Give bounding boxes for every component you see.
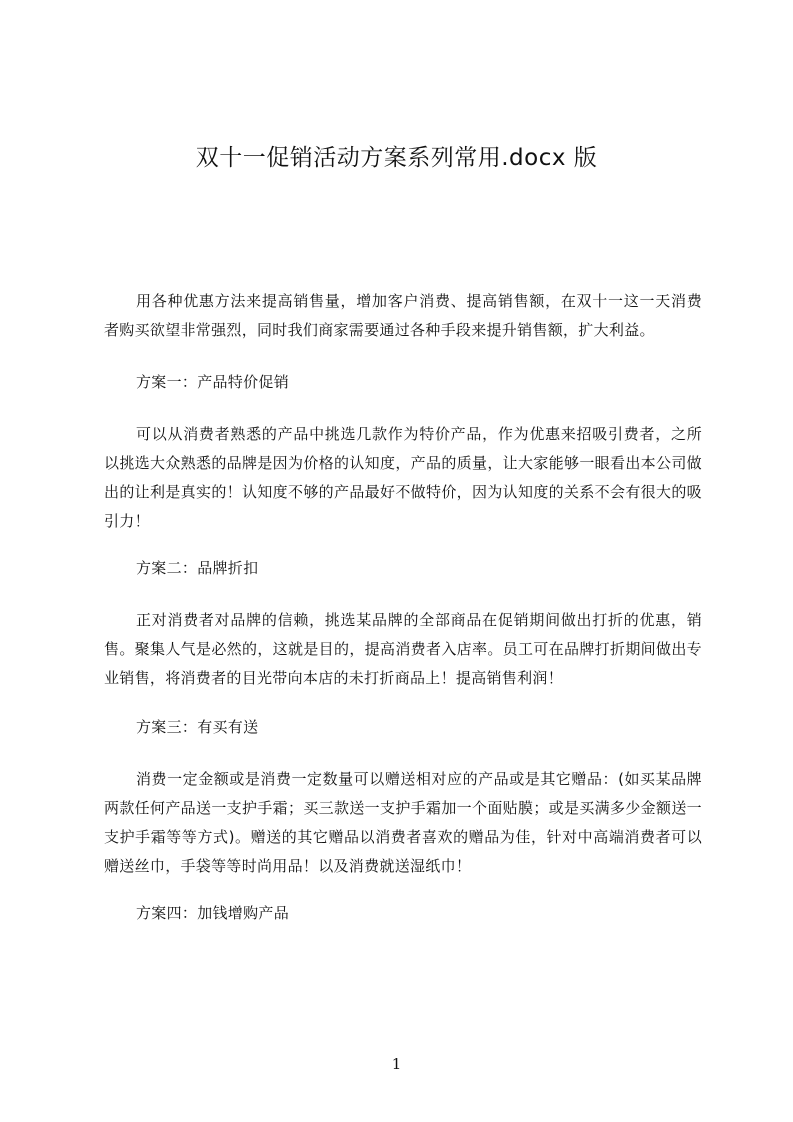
section-1-heading: 方案一：产品特价促销 <box>136 373 290 391</box>
section-3-body: 消费一定金额或是消费一定数量可以赠送相对应的产品或是其它赠品：(如买某品牌两款任何产品送一支护手霜；买三款送一支护手霜加一个面贴膜；或是买满多少金额送一支护手霜等等方式)。赠送的其它赠品以消费者喜欢的赠品为佳，针对中高端消费者可以赠送丝巾，手袋等等时尚用品！以及消费就送湿纸巾！ <box>104 770 702 875</box>
document-title: 双十一促销活动方案系列常用.docx 版 <box>195 145 598 171</box>
section-4-heading: 方案四：加钱增购产品 <box>136 904 290 922</box>
intro-paragraph: 用各种优惠方法来提高销售量，增加客户消费、提高销售额，在双十一这一天消费者购买欲望非常强烈，同时我们商家需要通过各种手段来提升销售额，扩大利益。 <box>104 292 702 339</box>
page-number: 1 <box>391 1055 402 1073</box>
section-1-body: 可以从消费者熟悉的产品中挑选几款作为特价产品，作为优惠来招吸引费者，之所以挑选大众熟悉的品牌是因为价格的认知度，产品的质量，让大家能够一眼看出本公司做出的让利是真实的！认知度不够的产品最好不做特价，因为认知度的关系不会有很大的吸引力！ <box>104 425 702 530</box>
section-3-heading: 方案三：有买有送 <box>136 718 259 736</box>
section-2-body: 正对消费者对品牌的信赖，挑选某品牌的全部商品在促销期间做出打折的优惠，销售。聚集人气是必然的，这就是目的，提高消费者入店率。员工可在品牌打折期间做出专业销售，将消费者的目光带向本店的未打折商品上！提高销售利润！ <box>104 611 702 687</box>
section-2-heading: 方案二：品牌折扣 <box>136 559 259 577</box>
